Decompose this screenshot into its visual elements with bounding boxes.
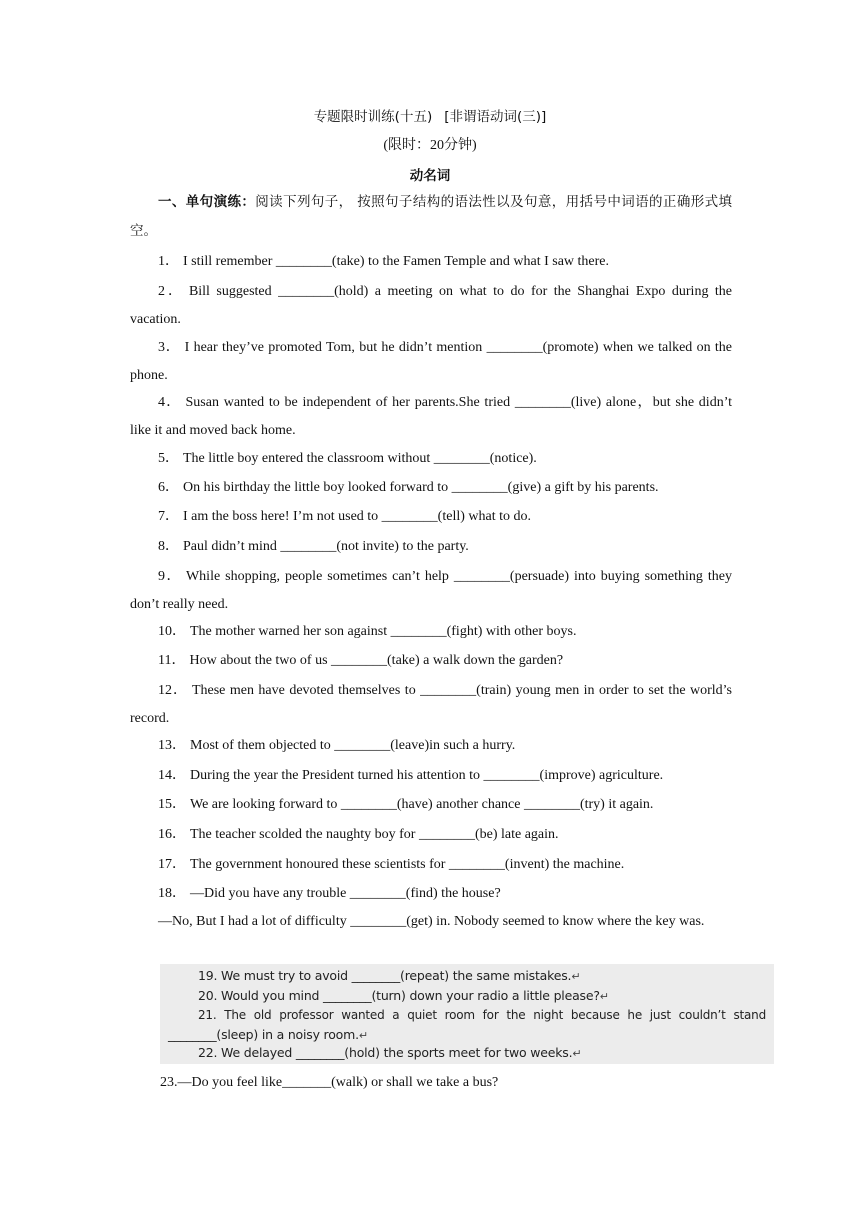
question-5: 5． The little boy entered the classroom without ________(notice).	[158, 451, 537, 466]
question-7: 7． I am the boss here! I’m not used to ________(tell) what to do.	[158, 509, 531, 524]
question-9: 9． While shopping, people sometimes can’t help ________(persuade) into buying something they don’t really need.	[130, 569, 733, 612]
question-8: 8． Paul didn’t mind ________(not invite) to the party.	[158, 539, 469, 554]
title-topic: [非谓语动词(三)]	[444, 109, 547, 125]
question-2: 2． Bill suggested ________(hold) a meeting on what to do for the Shanghai Expo during the vacation.	[130, 284, 733, 327]
question-21: 21. The old professor wanted a quiet room for the night because he just couldn’t stand	[198, 1008, 766, 1022]
question-14: 14． During the year the President turned his attention to ________(improve) agriculture.	[158, 768, 664, 783]
question-6: 6． On his birthday the little boy looked forward to ________(give) a gift by his parents.	[158, 480, 659, 495]
question-22: 22. We delayed ________(hold) the sports meet for two weeks.↵	[198, 1045, 582, 1060]
instructions-text: 阅读下列句子， 按照句子结构的语法性以及句意，用括号中词语的正确形式填空。	[130, 194, 733, 239]
question-18: 18． —Did you have any trouble ________(find) the house?	[158, 886, 501, 901]
worksheet-title	[0, 105, 860, 125]
time-limit: (限时：20分钟)	[383, 138, 477, 153]
question-17: 17． The government honoured these scientists for ________(invent) the machine.	[158, 857, 625, 872]
question-4: 4． Susan wanted to be independent of her parents.She tried ________(live) alone，but she didn’t like it and moved back home.	[130, 395, 732, 438]
scanned-question-block	[160, 964, 774, 1064]
instructions-lead: 一、单句演练：	[158, 194, 256, 210]
title-main: 专题限时训练(十五)	[313, 109, 433, 125]
question-3: 3． I hear they’ve promoted Tom, but he didn’t mention ________(promote) when we talked on the phone.	[130, 340, 733, 383]
section-heading: 动名词	[409, 168, 451, 184]
return-mark: ↵	[358, 1029, 368, 1042]
question-11: 11． How about the two of us ________(take) a walk down the garden?	[158, 653, 564, 668]
question-21-continued: ________(sleep) in a noisy room.↵	[168, 1027, 368, 1042]
return-mark: ↵	[571, 970, 581, 983]
return-mark: ↵	[599, 990, 609, 1003]
question-18-reply: —No, But I had a lot of difficulty ________(get) in. Nobody seemed to know where the key was.	[158, 914, 705, 929]
question-23: 23.—Do you feel like_______(walk) or shall we take a bus?	[160, 1075, 499, 1090]
instructions	[130, 188, 732, 246]
return-mark: ↵	[572, 1047, 582, 1060]
question-12: 12． These men have devoted themselves to ________(train) young men in order to set the world’s record.	[130, 683, 732, 726]
question-16: 16． The teacher scolded the naughty boy for ________(be) late again.	[158, 827, 559, 842]
question-1: 1． I still remember ________(take) to the Famen Temple and what I saw there.	[158, 254, 610, 269]
question-19: 19. We must try to avoid ________(repeat) the same mistakes.↵	[198, 968, 581, 983]
question-10: 10． The mother warned her son against ________(fight) with other boys.	[158, 624, 577, 639]
question-13: 13． Most of them objected to ________(leave)in such a hurry.	[158, 738, 516, 753]
question-15: 15． We are looking forward to ________(have) another chance ________(try) it again.	[158, 797, 654, 812]
question-20: 20. Would you mind ________(turn) down your radio a little please?↵	[198, 988, 609, 1003]
